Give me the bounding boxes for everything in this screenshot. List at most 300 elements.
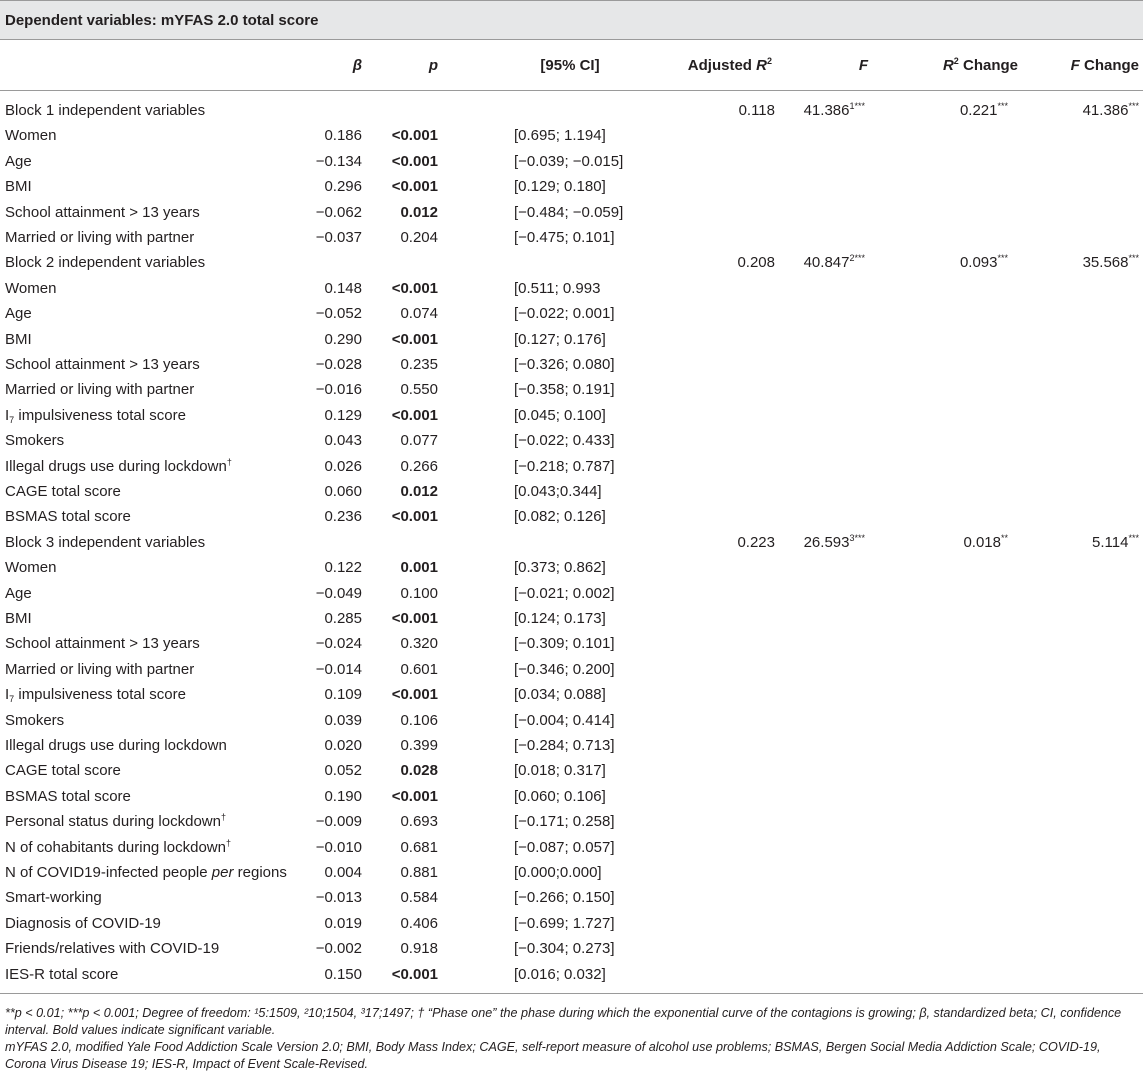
beta-text: 0.026	[324, 457, 362, 475]
p-text: <0.001	[391, 127, 438, 145]
p-text: <0.001	[391, 610, 438, 627]
f-value	[800, 102, 865, 120]
p-text: 0.074	[400, 305, 438, 323]
p-text: 0.406	[400, 914, 438, 932]
p-value	[380, 889, 438, 907]
variable-label-text: IES-R total score	[5, 965, 119, 983]
ci-value	[514, 661, 615, 679]
variable-label	[5, 381, 194, 399]
beta-value	[300, 864, 362, 882]
beta-text: 0.020	[324, 737, 362, 754]
ci-value	[514, 204, 623, 222]
variable-label-text: Block 2 independent variables	[5, 254, 206, 272]
variable-label-text: Friends/relatives with COVID-19	[5, 940, 220, 958]
variable-label-text: N of cohabitants during lockdown	[5, 838, 226, 856]
p-text: 0.106	[400, 711, 438, 729]
variable-label-subscript: 7	[9, 694, 15, 705]
beta-value	[300, 661, 362, 679]
variable-label-italic: per	[211, 864, 234, 881]
beta-text: 0.236	[324, 508, 362, 526]
beta-text: 0.186	[324, 127, 362, 145]
p-value	[380, 966, 438, 984]
variable-label-text: Block 1 independent variables	[5, 102, 206, 119]
variable-label	[5, 610, 32, 628]
variable-label	[5, 458, 232, 476]
p-value	[380, 813, 438, 831]
beta-value	[300, 127, 362, 145]
beta-value	[300, 940, 362, 958]
ci-text: [−0.284; 0.713]	[514, 737, 615, 754]
p-value	[380, 686, 438, 704]
header-r2-change-var: R	[942, 57, 954, 74]
variable-label-text: BSMAS total score	[5, 508, 131, 526]
ci-text: [−0.021; 0.002]	[514, 584, 615, 602]
variable-label	[5, 483, 121, 501]
ci-text: [0.034; 0.088]	[514, 686, 606, 704]
beta-value	[300, 178, 362, 196]
ci-text: [0.127; 0.176]	[514, 330, 606, 348]
adjusted-r2-value	[700, 102, 775, 120]
header-f-change-var: F	[1070, 57, 1080, 74]
ci-text: [0.124; 0.173]	[514, 610, 606, 627]
ci-value	[514, 483, 602, 501]
f-change-value	[1030, 534, 1139, 552]
footnote-stats: **p < 0.01; ***p < 0.001; Degree of freedom: ¹5:1509, ²10;1504, ³17;1497; † “Phase one” the phase during which the exponential curve of the contagions is growing; β, standardized beta; CI, confidence interval. Bold values indicate significant variable.	[5, 1006, 1122, 1037]
p-text: <0.001	[391, 279, 438, 297]
variable-label	[5, 686, 186, 704]
f-text: 41.386	[803, 102, 850, 119]
beta-text: 0.150	[324, 965, 362, 983]
ci-text: [−0.039; −0.015]	[514, 152, 624, 170]
beta-value	[300, 305, 362, 323]
variable-label	[5, 915, 161, 933]
variable-label-text: BSMAS total score	[5, 787, 131, 805]
beta-text: 0.060	[324, 483, 362, 500]
variable-label	[5, 127, 56, 145]
beta-text: −0.024	[315, 635, 362, 653]
beta-value	[300, 331, 362, 349]
block-label	[5, 254, 205, 272]
variable-label-text: Diagnosis of COVID-19	[5, 914, 161, 932]
ci-value	[514, 635, 615, 653]
variable-label-text: Smart-working	[5, 889, 102, 907]
ci-value	[514, 813, 615, 831]
ci-value	[514, 915, 615, 933]
beta-text: −0.002	[315, 940, 362, 958]
variable-label	[5, 966, 118, 984]
adjusted-r2-text: 0.118	[738, 102, 775, 119]
adjusted-r2-value	[700, 534, 775, 552]
p-text: 0.399	[400, 737, 438, 754]
ci-value	[514, 712, 615, 730]
ci-value	[514, 407, 606, 425]
p-text: 0.235	[400, 356, 438, 373]
p-text: 0.204	[400, 229, 438, 246]
beta-value	[300, 585, 362, 603]
p-value	[380, 229, 438, 247]
footnote-abbreviations: mYFAS 2.0, modified Yale Food Addiction Scale Version 2.0; BMI, Body Mass Index; CAGE, self-report measure of alcohol use problems; BSMAS, Bergen Social Media Addiction Scale; COVID-19, Corona Virus Disease 19; IES-R, Impact of Event Scale-Revised.	[5, 1040, 1101, 1071]
beta-value	[300, 381, 362, 399]
variable-label-dagger: †	[225, 837, 231, 848]
variable-label-text: BMI	[5, 330, 32, 348]
variable-label	[5, 864, 287, 882]
block-label	[5, 102, 205, 120]
p-value	[380, 559, 438, 577]
p-text: 0.584	[400, 889, 438, 907]
r2-change-text: 0.093	[959, 254, 998, 272]
p-value	[380, 356, 438, 374]
beta-text: 0.043	[324, 432, 362, 450]
beta-text: −0.014	[315, 660, 362, 678]
p-value	[380, 610, 438, 628]
variable-label	[5, 407, 186, 425]
ci-text: [−0.475; 0.101]	[514, 229, 615, 246]
variable-label	[5, 712, 64, 730]
beta-text: −0.010	[315, 838, 362, 856]
ci-value	[514, 280, 600, 298]
variable-label-text: Age	[5, 584, 32, 602]
p-value	[380, 661, 438, 679]
ci-text: [0.016; 0.032]	[514, 965, 606, 983]
ci-value	[514, 559, 606, 577]
beta-value	[300, 712, 362, 730]
p-value	[380, 762, 438, 780]
beta-text: 0.004	[324, 864, 362, 881]
variable-label-text: Age	[5, 152, 32, 170]
variable-label-text: Smokers	[5, 432, 65, 450]
r2-change-superscript: ***	[997, 101, 1008, 111]
variable-label-text: Illegal drugs use during lockdown	[5, 737, 227, 754]
table-title-bar	[0, 0, 1143, 39]
variable-label-text: Illegal drugs use during lockdown	[5, 457, 227, 475]
variable-label	[5, 737, 227, 755]
header-adjusted-r2-prefix: Adjusted	[687, 57, 757, 74]
p-value	[380, 940, 438, 958]
variable-label	[5, 153, 32, 171]
f-change-superscript: ***	[1128, 532, 1139, 543]
p-text: 0.693	[400, 813, 438, 831]
p-text: 0.100	[400, 584, 438, 602]
beta-value	[300, 559, 362, 577]
ci-value	[514, 889, 615, 907]
r2-change-superscript: **	[1000, 532, 1008, 543]
ci-value	[514, 585, 615, 603]
adjusted-r2-value	[700, 254, 775, 272]
beta-value	[300, 280, 362, 298]
variable-label	[5, 635, 200, 653]
header-ci: [95% CI]	[540, 57, 600, 74]
header-adjusted-r2	[640, 57, 772, 75]
ci-value	[514, 305, 615, 323]
variable-label-text: I	[5, 406, 10, 424]
f-value	[800, 254, 865, 272]
variable-label	[5, 762, 121, 780]
beta-text: −0.037	[315, 229, 362, 246]
beta-text: −0.049	[315, 584, 362, 602]
p-value	[380, 508, 438, 526]
p-value	[380, 737, 438, 755]
beta-value	[300, 839, 362, 857]
beta-text: −0.062	[315, 203, 362, 221]
ci-text: [−0.699; 1.727]	[514, 914, 615, 932]
beta-text: 0.129	[324, 406, 362, 424]
beta-value	[300, 356, 362, 374]
r2-change-text: 0.221	[959, 102, 998, 119]
variable-label	[5, 356, 200, 374]
variable-label-rest: impulsiveness total score	[14, 406, 186, 424]
variable-label-text: CAGE total score	[5, 762, 121, 780]
ci-text: [−0.022; 0.433]	[514, 432, 615, 450]
p-value	[380, 635, 438, 653]
ci-text: [−0.171; 0.258]	[514, 813, 615, 831]
beta-text: −0.052	[315, 305, 362, 323]
table-bottom-rule	[0, 993, 1143, 994]
p-text: <0.001	[391, 686, 438, 704]
p-text: 0.601	[400, 660, 438, 678]
ci-text: [−0.004; 0.414]	[514, 711, 615, 729]
beta-value	[300, 966, 362, 984]
variable-label-text: Block 3 independent variables	[5, 533, 206, 551]
ci-text: [−0.087; 0.057]	[514, 838, 615, 856]
variable-label-text: Married or living with partner	[5, 229, 195, 246]
variable-label-subscript: 7	[9, 414, 15, 425]
header-f-change-suffix: Change	[1079, 57, 1139, 74]
beta-value	[300, 483, 362, 501]
p-text: <0.001	[391, 406, 438, 424]
ci-value	[514, 686, 606, 704]
beta-value	[300, 229, 362, 247]
beta-value	[300, 915, 362, 933]
p-text: <0.001	[391, 330, 438, 348]
p-text: 0.320	[400, 635, 438, 653]
f-text: 40.847	[803, 254, 850, 272]
ci-text: [0.373; 0.862]	[514, 559, 606, 577]
p-text: <0.001	[391, 152, 438, 170]
variable-label	[5, 280, 56, 298]
p-value	[380, 458, 438, 476]
f-change-text: 41.386	[1082, 102, 1129, 119]
beta-value	[300, 610, 362, 628]
ci-value	[514, 458, 615, 476]
ci-text: [0.511; 0.993	[514, 279, 601, 297]
adjusted-r2-text: 0.208	[737, 254, 775, 272]
f-change-superscript: ***	[1128, 101, 1139, 111]
ci-value	[514, 153, 623, 171]
p-text: 0.881	[400, 864, 438, 881]
ci-text: [0.043;0.344]	[514, 483, 602, 500]
f-change-value	[1030, 254, 1139, 272]
beta-value	[300, 204, 362, 222]
ci-value	[514, 356, 615, 374]
ci-text: [−0.346; 0.200]	[514, 660, 615, 678]
beta-text: 0.019	[324, 914, 362, 932]
r2-change-value	[920, 534, 1008, 552]
ci-value	[514, 966, 606, 984]
variable-label-text: School attainment > 13 years	[5, 203, 200, 221]
beta-value	[300, 813, 362, 831]
ci-text: [−0.304; 0.273]	[514, 940, 615, 958]
beta-text: 0.039	[324, 711, 362, 729]
beta-text: 0.290	[324, 330, 362, 348]
variable-label-dagger: †	[226, 456, 232, 467]
p-text: 0.077	[400, 432, 438, 450]
ci-text: [0.018; 0.317]	[514, 762, 606, 780]
p-value	[380, 381, 438, 399]
variable-label	[5, 305, 32, 323]
beta-text: −0.013	[315, 889, 362, 907]
variable-label-text: BMI	[5, 610, 32, 627]
p-text: 0.028	[400, 762, 438, 780]
ci-value	[514, 839, 615, 857]
variable-label-text: CAGE total score	[5, 483, 121, 500]
variable-label	[5, 432, 64, 450]
ci-text: [−0.218; 0.787]	[514, 457, 615, 475]
r2-change-value	[920, 102, 1008, 120]
p-value	[380, 204, 438, 222]
ci-text: [0.000;0.000]	[514, 864, 602, 881]
p-value	[380, 178, 438, 196]
header-f-change	[1030, 57, 1139, 75]
p-value	[380, 788, 438, 806]
p-value	[380, 585, 438, 603]
header-p: p	[428, 57, 438, 74]
beta-text: −0.016	[315, 381, 362, 399]
variable-label	[5, 559, 56, 577]
p-value	[380, 127, 438, 145]
p-text: 0.012	[400, 203, 438, 221]
p-value	[380, 153, 438, 171]
variable-label-text: Smokers	[5, 711, 65, 729]
adjusted-r2-text: 0.223	[737, 533, 775, 551]
f-text: 26.593	[803, 533, 850, 551]
ci-value	[514, 762, 606, 780]
variable-label-text: I	[5, 686, 10, 704]
ci-value	[514, 940, 615, 958]
p-value	[380, 712, 438, 730]
header-top-rule	[0, 39, 1143, 40]
variable-label	[5, 508, 131, 526]
ci-text: [0.695; 1.194]	[514, 127, 606, 145]
variable-label	[5, 839, 231, 857]
ci-text: [−0.022; 0.001]	[514, 305, 615, 323]
ci-text: [−0.309; 0.101]	[514, 635, 615, 653]
f-superscript: 1***	[849, 101, 865, 111]
header-f: F	[858, 57, 868, 74]
variable-label-text: School attainment > 13 years	[5, 356, 200, 373]
ci-value	[514, 331, 606, 349]
header-adjusted-r2-var: R	[756, 57, 767, 74]
beta-value	[300, 153, 362, 171]
variable-label-dagger: †	[220, 812, 226, 823]
variable-label-text: Personal status during lockdown	[5, 813, 221, 831]
header-bottom-rule	[0, 90, 1143, 91]
r2-change-text: 0.018	[963, 533, 1001, 551]
variable-label	[5, 788, 131, 806]
p-text: 0.681	[400, 838, 438, 856]
table-title: Dependent variables: mYFAS 2.0 total score	[5, 12, 319, 29]
variable-label-text: Women	[5, 559, 57, 577]
beta-text: 0.122	[324, 559, 362, 577]
beta-value	[300, 458, 362, 476]
p-text: <0.001	[391, 965, 438, 983]
ci-text: [0.060; 0.106]	[514, 787, 606, 805]
variable-label-text: Married or living with partner	[5, 381, 195, 399]
f-change-superscript: ***	[1128, 253, 1139, 264]
ci-value	[514, 432, 615, 450]
variable-label-text: School attainment > 13 years	[5, 635, 200, 653]
variable-label	[5, 178, 32, 196]
ci-value	[514, 178, 606, 196]
table-footnotes	[5, 1005, 1141, 1073]
r2-change-value	[920, 254, 1008, 272]
ci-value	[514, 788, 606, 806]
beta-text: 0.109	[324, 686, 362, 704]
f-change-value	[1030, 102, 1139, 120]
beta-text: 0.148	[324, 279, 362, 297]
variable-label-text: Married or living with partner	[5, 660, 195, 678]
beta-text: −0.134	[315, 152, 362, 170]
p-value	[380, 280, 438, 298]
p-text: 0.918	[400, 940, 438, 958]
p-text: 0.001	[400, 559, 438, 577]
beta-text: 0.296	[324, 178, 362, 196]
variable-label	[5, 889, 102, 907]
p-text: 0.012	[400, 483, 438, 500]
ci-text: [0.129; 0.180]	[514, 178, 606, 196]
ci-value	[514, 508, 606, 526]
block-label	[5, 534, 205, 552]
variable-label-text: BMI	[5, 178, 32, 196]
p-value	[380, 915, 438, 933]
ci-value	[514, 381, 615, 399]
p-text: 0.266	[400, 457, 438, 475]
ci-value	[514, 229, 615, 247]
beta-value	[300, 762, 362, 780]
beta-text: −0.028	[315, 356, 362, 373]
ci-text: [0.082; 0.126]	[514, 508, 606, 526]
beta-value	[300, 686, 362, 704]
beta-value	[300, 788, 362, 806]
beta-value	[300, 635, 362, 653]
beta-value	[300, 407, 362, 425]
f-value	[800, 534, 865, 552]
variable-label-rest: impulsiveness total score	[14, 686, 186, 704]
variable-label	[5, 331, 32, 349]
beta-value	[300, 889, 362, 907]
header-r2-change	[900, 57, 1018, 75]
p-text: <0.001	[391, 178, 438, 196]
beta-value	[300, 432, 362, 450]
variable-label-text: N of COVID19-infected people	[5, 864, 212, 881]
p-text: <0.001	[391, 787, 438, 805]
variable-label-text: Women	[5, 279, 57, 297]
beta-text: −0.009	[315, 813, 362, 831]
ci-value	[514, 737, 615, 755]
p-text: <0.001	[391, 508, 438, 526]
beta-value	[300, 508, 362, 526]
p-value	[380, 331, 438, 349]
header-r2-change-sup: 2	[953, 56, 959, 66]
f-superscript: 2***	[849, 253, 865, 264]
f-change-text: 35.568	[1082, 254, 1129, 272]
beta-text: 0.285	[324, 610, 362, 627]
header-r2-change-suffix: Change	[958, 57, 1018, 74]
p-value	[380, 483, 438, 501]
header-beta: β	[352, 57, 362, 74]
ci-text: [−0.326; 0.080]	[514, 356, 615, 373]
ci-value	[514, 127, 606, 145]
f-superscript: 3***	[849, 532, 865, 543]
